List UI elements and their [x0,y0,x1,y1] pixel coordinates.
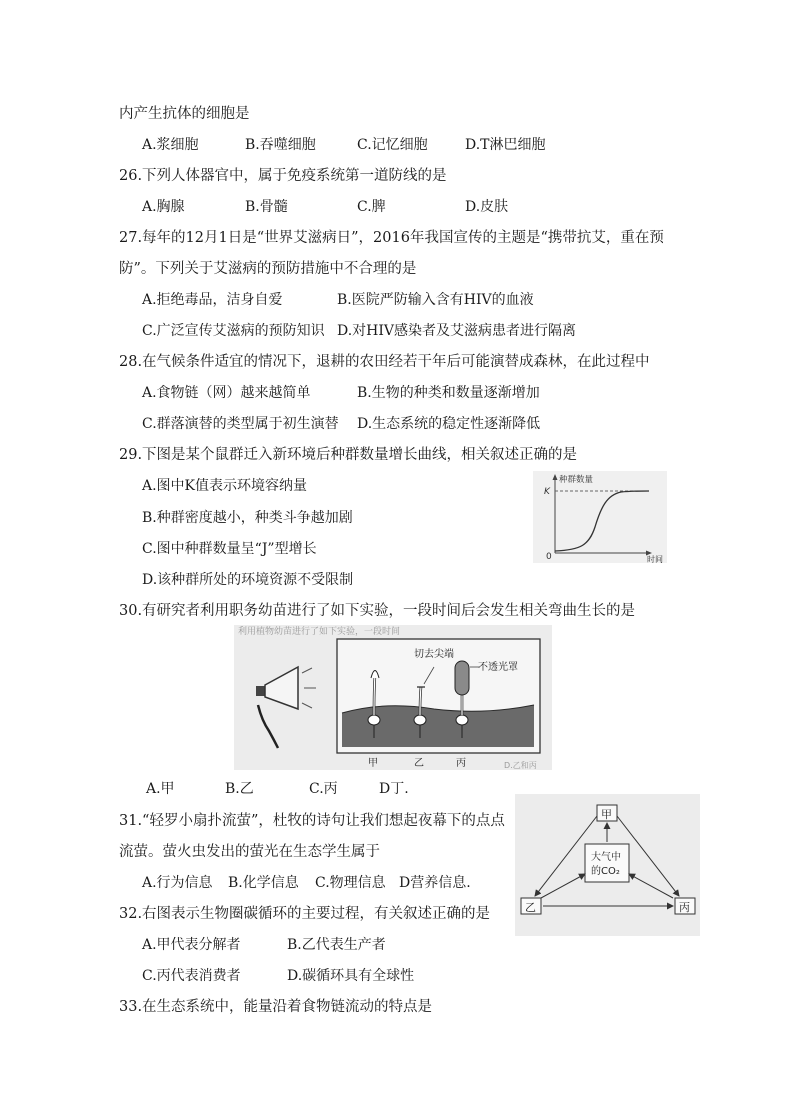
q25-option-c: C.记忆细胞 [357,137,428,153]
soil [342,705,534,747]
seedling-label-jia: 甲 [368,758,378,769]
growth-curve [555,491,649,551]
cropped-corner-text: D.乙和丙 [504,761,537,770]
q31-stem-line1: 31.“轻罗小扇扑流萤”，杜牧的诗句让我们想起夜幕下的点点 [119,813,505,829]
seedling-label-yi: 乙 [414,758,424,769]
lamp-icon [256,667,316,748]
q28-stem: 28.在气候条件适宜的情况下，退耕的农田经若干年后可能演替成森林，在此过程中 [119,354,650,370]
q27-stem-line1: 27.每年的12月1日是“世界艾滋病日”，2016年我国宣传的主题是“携带抗艾，重在预 [119,230,664,246]
q31-stem-line2: 流萤。萤火虫发出的萤光在生态学生属于 [119,844,380,860]
seedling-label-bing: 丙 [456,758,466,769]
q32-stem: 32.右图表示生物圈碳循环的主要过程，有关叙述正确的是 [119,906,491,922]
q27-option-b: B.医院严防输入含有HIV的血液 [337,292,534,308]
q29-option-d: D.该种群所处的环境资源不受限制 [142,572,354,588]
q32-option-a: A.甲代表分解者 [142,937,241,953]
origin-label: 0 [546,552,552,562]
y-axis-label: 种群数量 [559,475,594,485]
cut-tip-label: 切去尖端 [414,649,454,660]
y-axis-arrow-icon [553,474,558,480]
q28-option-c: C.群落演替的类型属于初生演替 [142,416,339,432]
q29-option-b: B.种群密度越小，种类斗争越加剧 [142,510,353,526]
atmosphere-label-line2: 的CO₂ [591,866,620,877]
q27-option-c: C.广泛宣传艾滋病的预防知识 [142,323,325,339]
node-yi-label: 乙 [525,901,536,914]
x-axis-label: 时间 [647,555,663,563]
q29-stem: 29.下图是某个鼠群迁入新环境后种群数量增长曲线，相关叙述正确的是 [119,447,578,463]
k-label: K [544,487,550,497]
q26-option-c: C.脾 [357,199,386,215]
q28-option-b: B.生物的种类和数量逐渐增加 [357,385,540,401]
seedling-experiment-figure [234,625,552,770]
q28-option-a: A.食物链（网）越来越简单 [142,385,311,401]
q27-option-d: D.对HIV感染者及艾滋病患者进行隔离 [337,323,577,339]
q31-option-c: C.物理信息 [315,875,386,891]
q32-option-b: B.乙代表生产者 [287,937,386,953]
carbon-cycle-figure [515,794,700,936]
q25-option-a: A.浆细胞 [142,137,199,153]
q26-option-b: B.骨髓 [245,199,288,215]
q28-option-d: D.生态系统的稳定性逐渐降低 [357,416,541,432]
q26-option-d: D.皮肤 [465,199,509,215]
q30-option-d: D丁. [379,781,409,797]
q30-stem: 30.有研究者利用职务幼苗进行了如下实验，一段时间后会发生相关弯曲生长的是 [119,603,636,619]
q29-option-c: C.图中种群数量呈“J”型增长 [142,541,317,557]
q32-option-c: C.丙代表消费者 [142,968,241,984]
q27-stem-line2: 防”。下列关于艾滋病的预防措施中不合理的是 [119,261,417,277]
population-growth-figure [533,471,667,563]
q31-option-a: A.行为信息 [142,875,213,891]
q32-option-d: D.碳循环具有全球性 [287,968,415,984]
opaque-cap-label: 不透光罩 [478,662,518,673]
atmosphere-label-line1: 大气中 [591,852,621,863]
q31-option-b: B.化学信息 [228,875,299,891]
node-jia-label: 甲 [601,808,612,821]
phototropism-diagram [234,625,552,770]
q25-stem-continued: 内产生抗体的细胞是 [119,106,250,122]
q29-option-a: A.图中K值表示环境容纳量 [142,478,308,494]
node-bing-label: 丙 [679,901,690,914]
q26-option-a: A.胸腺 [142,199,185,215]
cropped-header-text: 利用植物幼苗进行了如下实验，一段时间 [238,627,401,637]
q30-option-b: B.乙 [225,781,254,797]
q26-stem: 26.下列人体器官中，属于免疫系统第一道防线的是 [119,168,447,184]
q31-option-d: D营养信息. [399,875,471,891]
q27-option-a: A.拒绝毒品，洁身自爱 [142,292,283,308]
q30-option-a: A.甲 [146,781,175,797]
q30-option-c: C.丙 [309,781,338,797]
s-curve-graph [533,471,667,563]
carbon-cycle-diagram [515,794,700,936]
q25-option-d: D.T淋巴细胞 [465,137,546,153]
q33-stem: 33.在生态系统中，能量沿着食物链流动的特点是 [119,999,433,1015]
q25-option-b: B.吞噬细胞 [245,137,316,153]
